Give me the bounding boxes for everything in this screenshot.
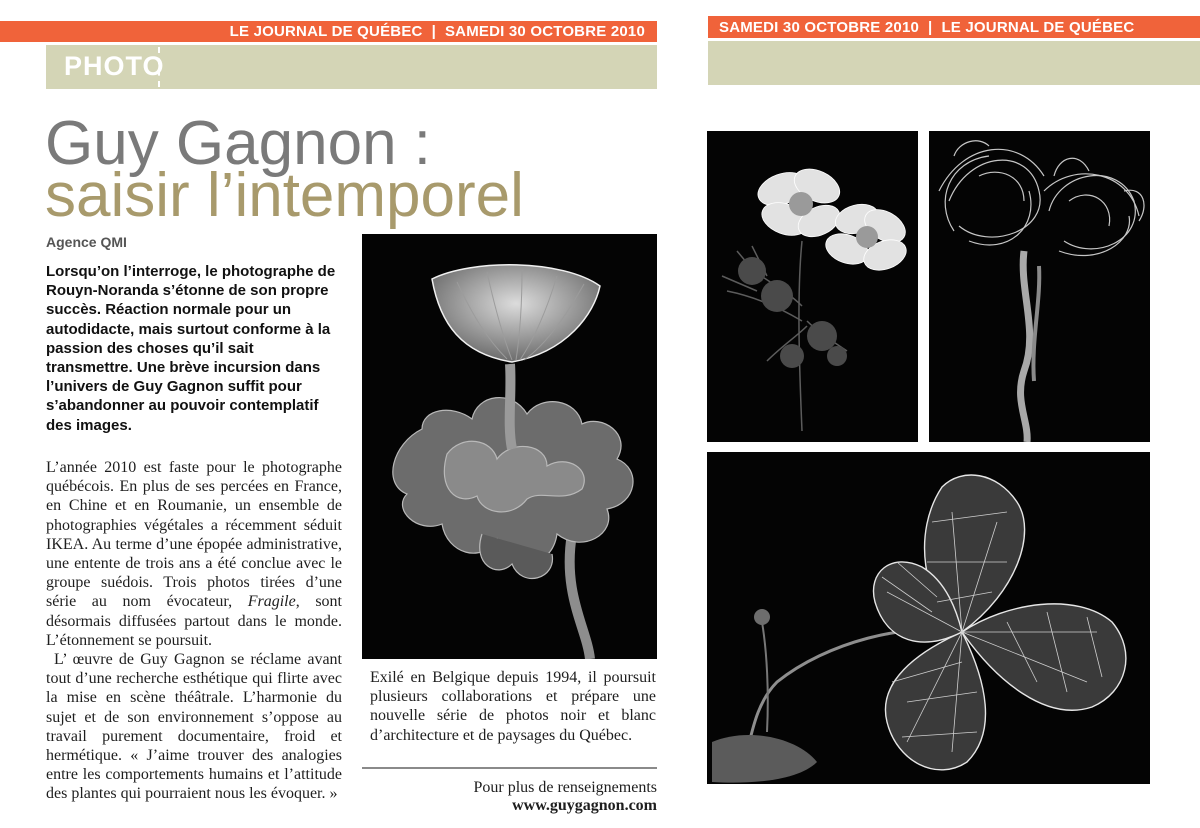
right-section-bar xyxy=(708,41,1200,85)
right-header-separator: | xyxy=(928,18,933,36)
left-header-publication: LE JOURNAL DE QUÉBEC xyxy=(229,23,423,40)
left-header-separator: | xyxy=(431,23,436,40)
info-rule xyxy=(362,767,657,769)
info-label: Pour plus de renseignements xyxy=(473,779,657,796)
body-column-2 xyxy=(370,668,656,745)
skeleton-leaf-illustration xyxy=(707,452,1150,784)
left-header-bar xyxy=(0,21,657,42)
seedhead-illustration xyxy=(929,131,1150,442)
photo-poppy xyxy=(362,234,657,659)
right-header-publication: LE JOURNAL DE QUÉBEC xyxy=(941,18,1135,36)
info-url: www.guygagnon.com xyxy=(512,797,657,814)
anemone-illustration xyxy=(707,131,918,442)
right-header-bar xyxy=(708,16,1200,38)
paragraph-1-text: L’année 2010 est faste pour le photographe québécois. En plus de ses percées en France, en Chine et en Roumanie, un ensemble de photographies végétales a récemment séduit IKEA. Au terme d’une épopée administrative, une entente de trois ans a été conclue avec le groupe suédois. Trois photos tirées d’une série au nom évocateur, xyxy=(46,459,342,611)
series-name: Fragile xyxy=(247,593,296,611)
left-header-date: SAMEDI 30 OCTOBRE 2010 xyxy=(444,23,645,40)
paragraph-1-end: , sont désormais diffusées partout dans le monde. L’étonnement se poursuit. xyxy=(46,593,342,649)
article-title-line2: saisir l’intemporel xyxy=(45,161,524,230)
article-title-line1: Guy Gagnon : xyxy=(45,109,432,178)
paragraph-3: Exilé en Belgique depuis 1994, il poursuit plusieurs collaborations et prépare une nouvelle série de photos noir et blanc d’architecture et de paysages du Québec. xyxy=(370,669,656,744)
photo-skeleton-leaf xyxy=(707,452,1150,784)
section-label: PHOTO xyxy=(64,51,165,81)
body-column-1 xyxy=(46,458,342,804)
section-divider xyxy=(158,47,160,87)
lead-paragraph: Lorsqu’on l’interroge, le photographe de Rouyn-Noranda s’étonne de son propre succès. Réaction normale pour un autodidacte, mais surtout conforme à la passion des choses qu’il sait transmettre. Une brève incursion dans l’univers de Guy Gagnon suffit pour s’abandonner au pouvoir contemplatif des images. xyxy=(46,263,336,434)
poppy-illustration xyxy=(362,234,657,659)
photo-anemones xyxy=(707,131,918,442)
photo-seedheads xyxy=(929,131,1150,442)
paragraph-1 xyxy=(46,458,342,650)
paragraph-2: L’ œuvre de Guy Gagnon se réclame avant tout d’une recherche esthétique qui flirte avec la mise en scène théâtrale. L’harmonie du sujet et de son environnement s’oppose au travail purement documentaire, froid et hermétique. « J’aime trouver des analogies entre les comportements humains et l’attitude des plantes qui pourraient nous les évoquer. » xyxy=(46,651,342,803)
right-header-date: SAMEDI 30 OCTOBRE 2010 xyxy=(719,18,920,36)
byline: Agence QMI xyxy=(46,234,127,250)
